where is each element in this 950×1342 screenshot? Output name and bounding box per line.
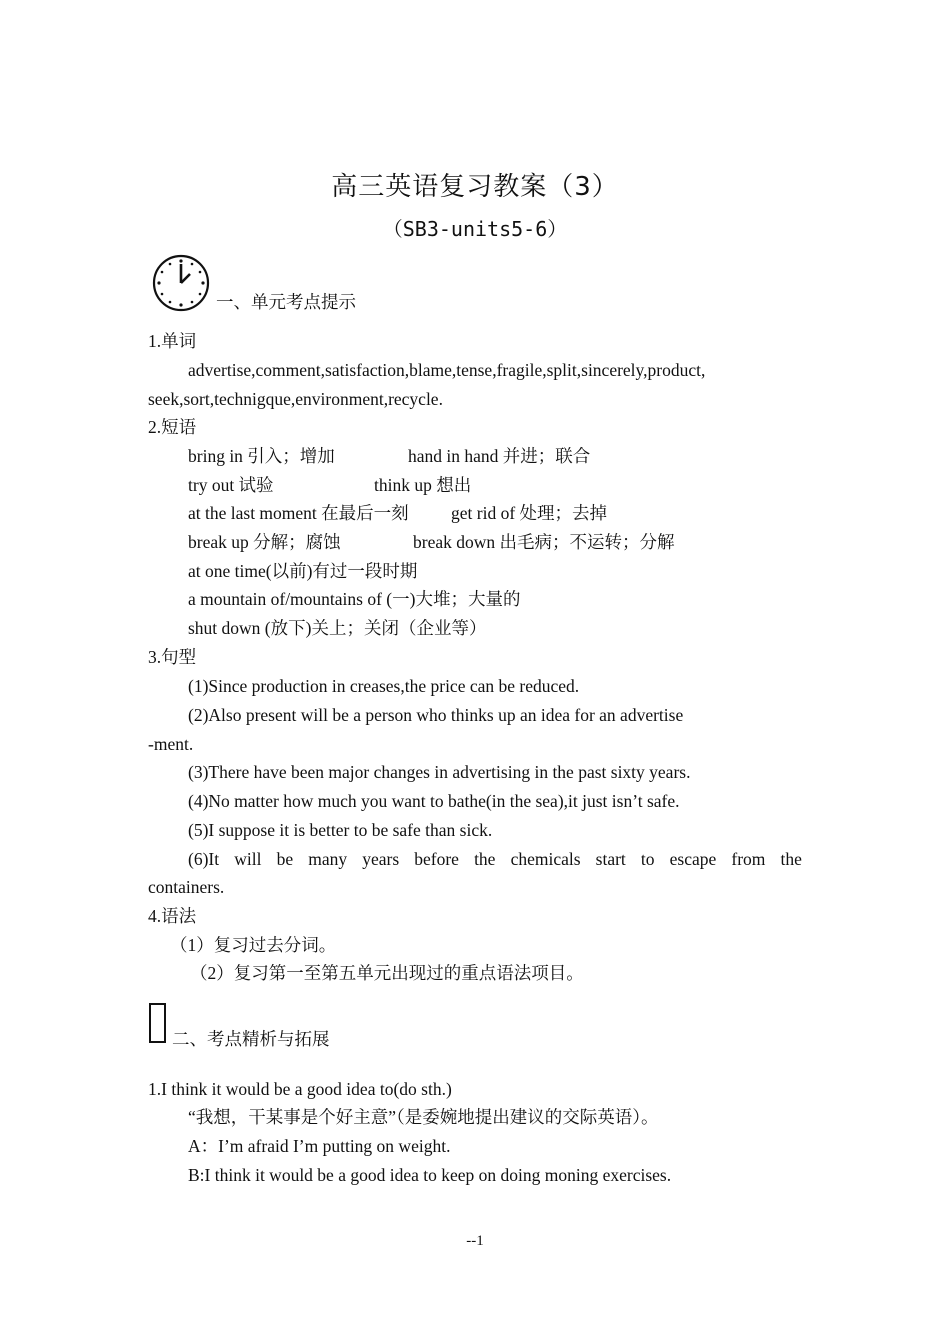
sentence-2a: (2)Also present will be a person who thinks up an idea for an advertise (188, 705, 684, 725)
section-1-heading: 一、单元考点提示 (216, 293, 356, 313)
clock-icon (152, 254, 210, 312)
sentence-6b: containers. (148, 877, 225, 897)
sentence-6-word: escape (669, 849, 717, 869)
sentence-6-word: the (474, 849, 496, 869)
point-1-heading: 1.I think it would be a good idea to(do sth.) (148, 1079, 452, 1099)
phrase-row-3a: at the last moment 在最后一刻 (188, 503, 409, 523)
words-label: 1.单词 (148, 331, 197, 351)
sentence-1: (1)Since production in creases,the price can be reduced. (188, 676, 580, 696)
words-line-1: advertise,comment,satisfaction,blame,tense,fragile,split,sincerely,product, (188, 360, 706, 380)
dialogue-line-b: B:I think it would be a good idea to keep on doing moning exercises. (188, 1165, 672, 1185)
grammar-item-1: （1）复习过去分词。 (170, 935, 337, 955)
phrase-row-3b: get rid of 处理；去掉 (451, 503, 608, 523)
phrases-label: 2.短语 (148, 417, 197, 437)
page-title: 高三英语复习教案（3） (331, 172, 619, 202)
section-2-heading: 二、考点精析与拓展 (172, 1030, 330, 1050)
sentence-6a (188, 848, 802, 870)
sentence-3: (3)There have been major changes in advertising in the past sixty years. (188, 762, 691, 782)
phrase-row-2a: try out 试验 (188, 475, 274, 495)
sentence-6-word: start (595, 849, 626, 869)
sentence-6-word: many (308, 849, 348, 869)
sentence-6-word: (6)It (188, 849, 220, 869)
sentence-6-word: before (414, 849, 459, 869)
sentence-6-word: the (780, 849, 802, 869)
sentence-6-word: to (640, 849, 655, 869)
page-subtitle: （SB3-units5-6） (382, 217, 568, 241)
sentence-6-word: chemicals (510, 849, 581, 869)
phrase-row-2b: think up 想出 (374, 475, 472, 495)
phrase-row-6: a mountain of/mountains of (一)大堆；大量的 (188, 589, 521, 609)
phrase-row-7: shut down (放下)关上；关闭（企业等） (188, 618, 487, 638)
phrase-row-4a: break up 分解；腐蚀 (188, 532, 341, 552)
sentence-6-word: will (234, 849, 262, 869)
box-icon (149, 1003, 166, 1043)
grammar-item-2: （2）复习第一至第五单元出现过的重点语法项目。 (190, 963, 584, 983)
sentence-6-word: be (276, 849, 294, 869)
point-1-explanation: “我想，干某事是个好主意”（是委婉地提出建议的交际英语）。 (188, 1107, 659, 1127)
phrase-row-1a: bring in 引入；增加 (188, 446, 335, 466)
sentence-4: (4)No matter how much you want to bathe(in the sea),it just isn’t safe. (188, 791, 680, 811)
phrase-row-4b: break down 出毛病；不运转；分解 (413, 532, 675, 552)
phrase-row-5: at one time(以前)有过一段时期 (188, 561, 418, 581)
sentence-2b: -ment. (148, 734, 194, 754)
grammar-label: 4.语法 (148, 906, 197, 926)
page-number: --1 (466, 1233, 484, 1249)
sentences-label: 3.句型 (148, 647, 197, 667)
words-line-2: seek,sort,technigque,environment,recycle. (148, 389, 443, 409)
phrase-row-1b: hand in hand 并进；联合 (408, 446, 591, 466)
dialogue-line-a: A：I’m afraid I’m putting on weight. (188, 1136, 451, 1156)
sentence-6-word: years (362, 849, 400, 869)
sentence-6-word: from (731, 849, 766, 869)
sentence-5: (5)I suppose it is better to be safe than sick. (188, 820, 493, 840)
